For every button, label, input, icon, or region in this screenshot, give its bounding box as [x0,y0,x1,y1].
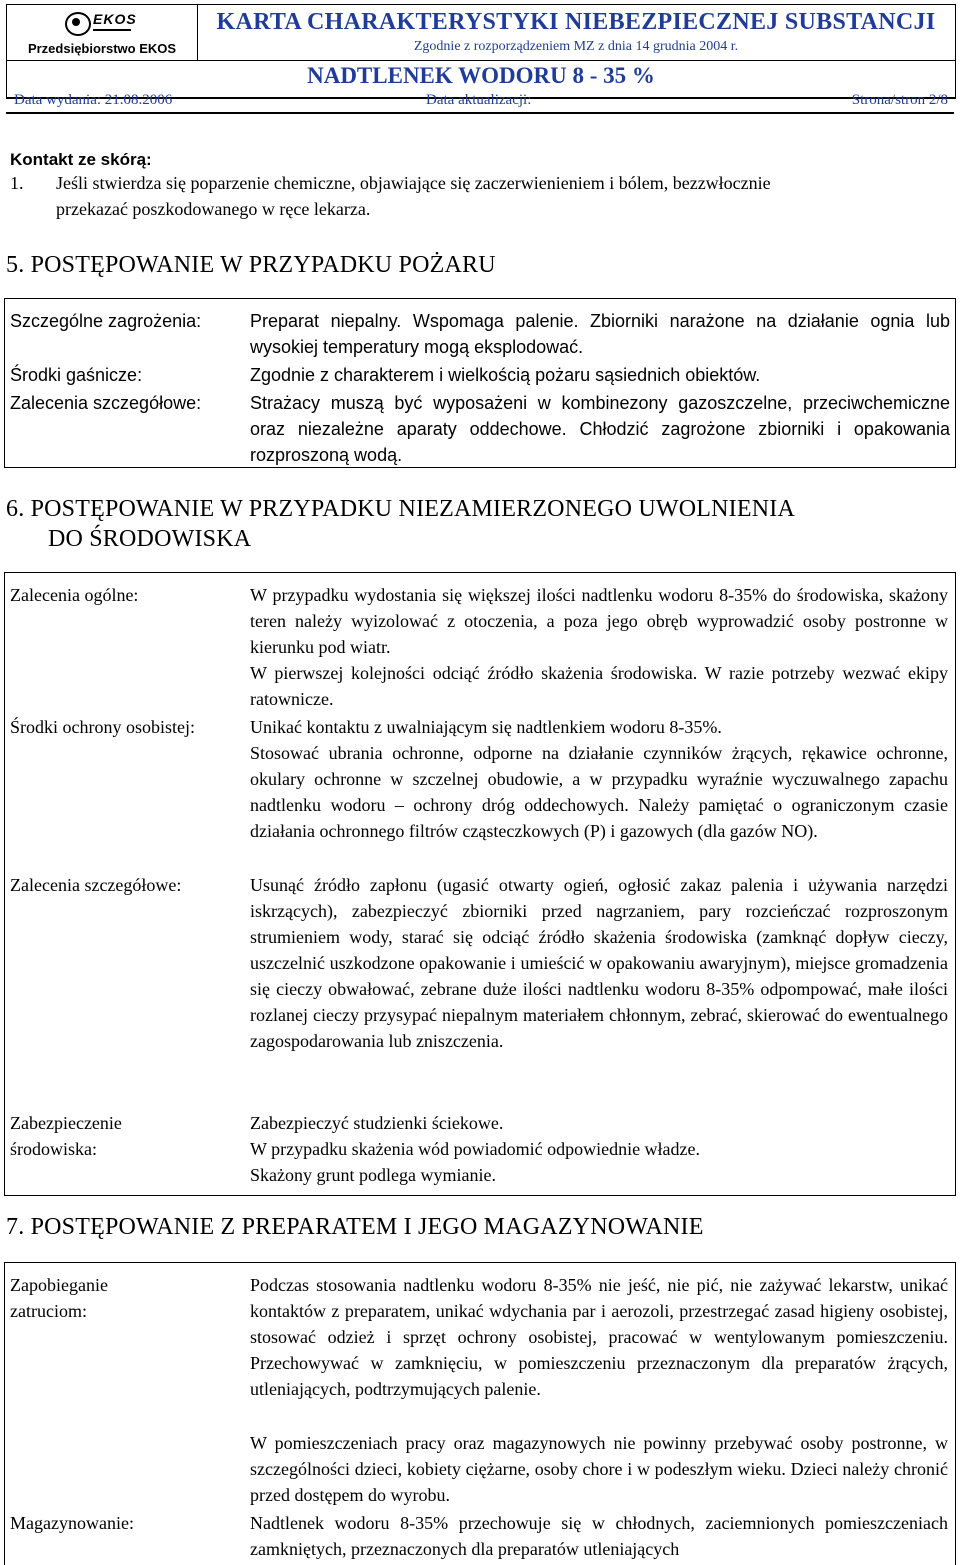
section5-box-left [4,298,5,468]
s6-text-detailed: Usunąć źródło zapłonu (ugasić otwarty ogień, ogłosić zakaz palenia i używania narzędzi iskrzących), zabezpieczyć zbiorniki przed nagrzaniem, pary rozcieńczać rozproszonym strumieniem wody, starać się odciąć źródło skażenia środowiska (zamknąć dopływ cieczy, uszczelnić uszkodzone opakowanie i umieścić w opakowaniu awaryjnym), miejsce gromadzenia się cieczy obwałować, zebrane duże ilości nadtlenku wodoru 8-35% odpompować, małe ilości rozlanej cieczy przysypać niepalnym materiałem chłonnym, zebrać, skierować do ewentualnego zagospodarowania lub zniszczenia. [250,875,948,1051]
s6-label-environment: Zabezpieczenie środowiska: [10,1113,122,1159]
s5-label-hazards: Szczególne zagrożenia: [10,311,202,331]
section7-box-right [955,1262,956,1565]
section7-box-top [4,1262,956,1263]
s5-text-extinguishing: Zgodnie z charakterem i wielkością pożaru sąsiednich obiektów. [250,365,761,385]
company-name: Przedsiębiorstwo EKOS [27,41,177,56]
s7-label-prevention: Zapobieganie zatruciom: [10,1275,108,1321]
s7-label-storage: Magazynowanie: [10,1513,134,1533]
s6-text-personal: Unikać kontaktu z uwalniającym się nadtlenkiem wodoru 8-35%. [250,717,722,737]
s6-text-personal-2: Stosować ubrania ochronne, odporne na działanie czynników żrących, rękawice ochronne, okulary ochronne w szczelnej obudowie, a w przypadku wyraźnie wyczuwalnego zapachu nadtlenku wodoru – ochrony dróg oddechowych. Należy pamiętać o ograniczonym czasie działania ochronnego filtrów cząsteczkowych (P) i gazowych (dla gazów NO). [250,743,948,841]
date-row [6,90,954,114]
s6-label-detailed: Zalecenia szczegółowe: [10,875,182,895]
s6-text-environment-2: W przypadku skażenia wód powiadomić odpowiednie władze. [250,1139,701,1159]
s5-text-detailed: Strażacy muszą być wyposażeni w kombinezony gazoszczelne, przeciwchemiczne oraz niezależne aparaty oddechowe. Chłodzić zagrożone zbiorniki i opakowania rozproszoną wodą. [250,393,950,465]
s6-text-general: W przypadku wydostania się większej ilości nadtlenku wodoru 8-35% do środowiska, skażony teren należy wyizolować z otoczenia, a poza jego obręb wyprowadzić osoby postronne w kierunku pod wiatr. [250,585,948,657]
page-number: Strona/stron 2/8 [851,92,948,108]
document-header [6,4,954,96]
s6-label-personal: Środki ochrony osobistej: [10,717,195,737]
issue-date: Data wydania: 21.08.2006 [14,92,173,108]
product-name: NADTLENEK WODORU 8 - 35 % [307,63,655,88]
section5-box-right [955,298,956,468]
logo-cell [7,5,198,61]
s6-text-environment-3: Skażony grunt podlega wymianie. [250,1165,496,1185]
section6-heading-line2: DO ŚRODOWISKA [48,526,252,552]
logo-underline [93,29,131,31]
section7-box-left [4,1262,5,1565]
header-top-row [6,4,956,61]
skin-item-line1: Jeśli stwierdza się poparzenie chemiczne, objawiające się zaczerwienieniem i bólem, bezzwłocznie [56,173,771,193]
s7-text-prevention: Podczas stosowania nadtlenku wodoru 8-35% nie jeść, nie pić, nie zażywać lekarstw, unikać kontaktów z preparatem, unikać wdychania par i aerozoli, przestrzegać zasad higieny osobistej, stosować odzież i sprzęt ochrony osobistej, pracować w wentylowanym pomieszczeniu. Przechowywać w zamknięciu, w pomieszczeniu przeznaczonym dla preparatów żrących, utleniających, podtrzymujących palenie. [250,1275,948,1399]
s5-label-detailed: Zalecenia szczegółowe: [10,393,202,413]
company-logo [65,9,135,35]
section6-heading-line1: 6. POSTĘPOWANIE W PRZYPADKU NIEZAMIERZONEGO UWOLNIENIA [6,496,795,522]
s5-text-hazards: Preparat niepalny. Wspomaga palenie. Zbiorniki narażone na działanie ognia lub wysokiej temperatury mogą eksplodować. [250,311,950,357]
document-subtitle: Zgodnie z rozporządzeniem MZ z dnia 14 grudnia 2004 r. [413,39,739,54]
section6-box-right [955,572,956,1196]
s7-text-prevention-2: W pomieszczeniach pracy oraz magazynowych nie powinny przebywać osoby postronne, w szczególności dzieci, kobiety ciężarne, osoby chore i w podeszłym wieku. Dzieci należy chronić przed dostępem do wyrobu. [250,1433,948,1505]
s6-text-environment: Zabezpieczyć studzienki ściekowe. [250,1113,504,1133]
section6-box-top [4,572,956,573]
s7-text-storage: Nadtlenek wodoru 8-35% przechowuje się w chłodnych, zaciemnionych pomieszczeniach zamkniętych, przeznaczonych dla preparatów utleniających [250,1513,948,1559]
section5-box-top [4,298,956,299]
s6-text-general-2: W pierwszej kolejności odciąć źródło skażenia środowiska. W razie potrzeby wezwać ekipy ratownicze. [250,663,948,709]
skin-item-number: 1. [10,173,24,193]
document-title: KARTA CHARAKTERYSTYKI NIEBEZPIECZNEJ SUBSTANCJI [216,9,936,35]
section7-heading: 7. POSTĘPOWANIE Z PREPARATEM I JEGO MAGAZYNOWANIE [6,1214,704,1240]
s6-label-general: Zalecenia ogólne: [10,585,139,605]
skin-contact-label: Kontakt ze skórą: [10,150,152,169]
section6-box-bottom [4,1195,956,1196]
logo-text: EKOS [93,11,137,27]
s5-label-extinguishing: Środki gaśnicze: [10,365,143,385]
section5-heading: 5. POSTĘPOWANIE W PRZYPADKU POŻARU [6,252,496,278]
skin-item-line2: przekazać poszkodowanego w ręce lekarza. [56,199,371,219]
section6-box-left [4,572,5,1196]
logo-emblem-icon [65,12,91,36]
update-date: Data aktualizacji: [426,92,532,108]
